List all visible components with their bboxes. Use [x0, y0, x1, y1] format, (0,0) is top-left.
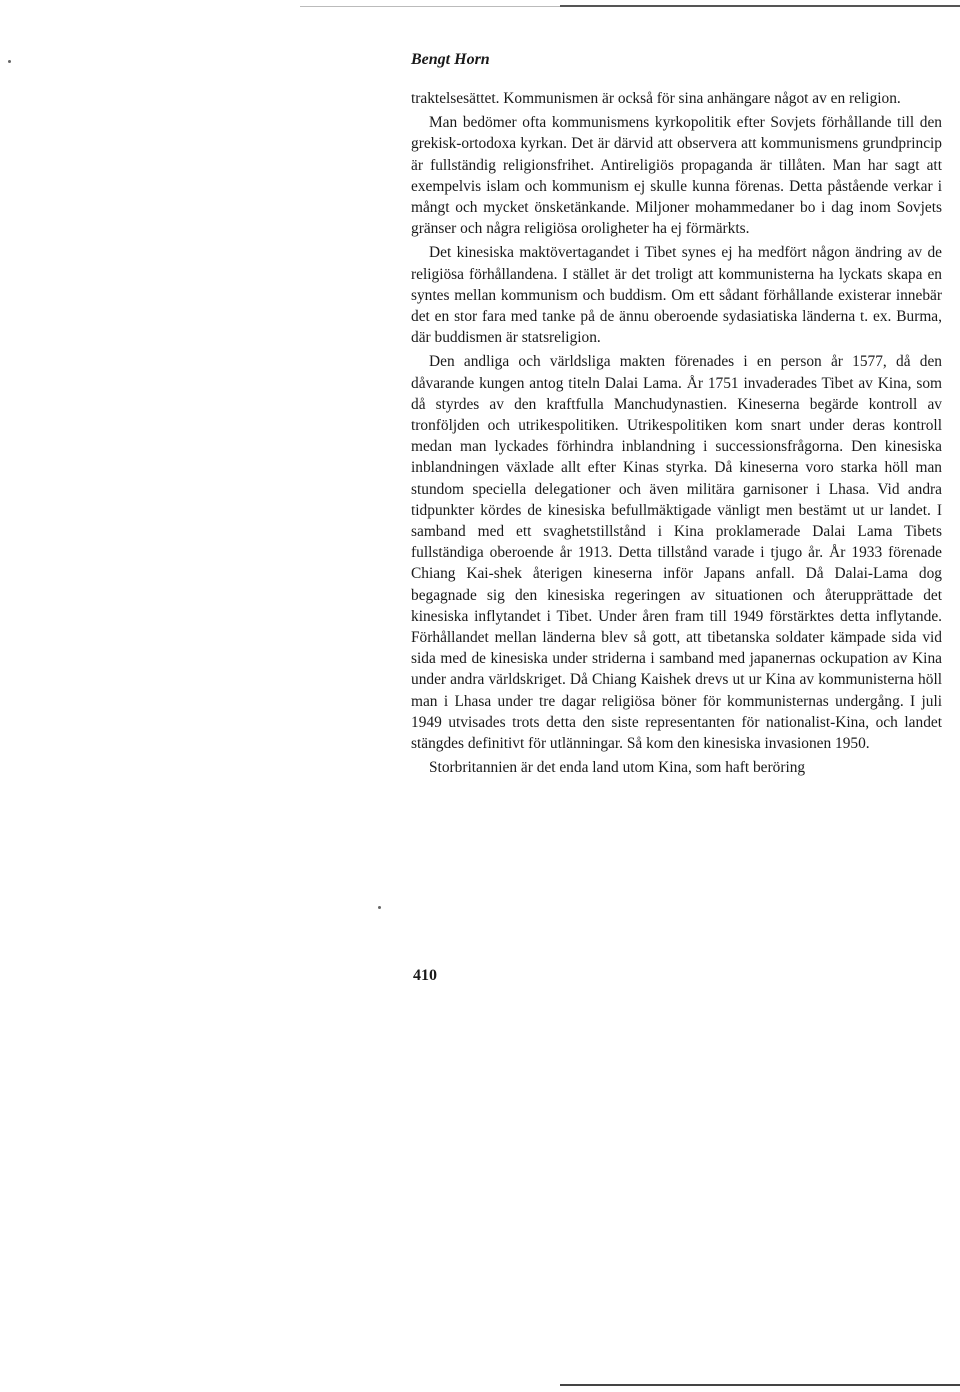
top-scan-edge-faint [300, 6, 560, 7]
top-scan-edge [560, 5, 960, 7]
paragraph: traktelsesättet. Kommunismen är också för sina anhängare något av en religion. [411, 90, 901, 107]
bottom-scan-edge [560, 1384, 960, 1386]
page-number: 410 [413, 967, 437, 984]
paragraph: Det kinesiska maktövertagandet i Tibet synes ej ha medfört någon ändring av de religiösa förhållandena. I stället är det troligt att kommunisterna ha lyckats skapa en syntes mellan kommunism och buddism. Om ett sådant förhållande existerar innebär det en stor fara med tanke på de ännu oberoende sydasiatiska länderna t. ex. Burma, där buddismen är statsreligion. [411, 244, 942, 347]
paragraph: Den andliga och världsliga makten förenades i en person år 1577, då den dåvarande kungen antog titeln Dalai Lama. År 1751 invaderades Tibet av Kina, som då styrdes av den kraftfulla Manchudynastien. Kineserna begärde kontroll av tronföljden och utrikespolitiken. Utrikespolitiken kom snart under deras kontroll medan man lyckades förhindra inblandning i successionsfrågorna. Den kinesiska inblandningen växlade allt efter Kinas styrka. Då kineserna voro starka höll man stundom speciella delegationer och även militära garnisoner i Lhasa. Vid andra tidpunkter kördes de kinesiska befullmäktigade vänligt men bestämt ut ur landet. I samband med ett svaghetstillstånd i Kina proklamerade Dalai Lama Tibets fullständiga oberoende år 1913. Detta tillstånd varade i tjugo år. År 1933 förenade Chiang Kai-shek återigen kineserna inför Japans anfall. Då Dalai-Lama dog begagnade sig den kinesiska regeringen av situationen och återupprättade det kinesiska inflytandet i Tibet. Under åren fram till 1949 förstärktes detta inflytande. Förhållandet mellan länderna blev så gott, att tibetanska soldater kämpade sida vid sida med de kinesiska under striderna i samband med japanernas ockupation av Kina under andra världskriget. Då Chiang Kaishek drevs ut ur Kina av kommunisterna höll man i Lhasa under tre dagar religiösa böner för kommunisternas undergång. I juli 1949 utvisades trots detta den siste representanten för nationalist-Kina, och landet stängdes definitivt för utlänningar. Så kom den kinesiska invasionen 1950. [411, 353, 942, 753]
paragraph: Man bedömer ofta kommunismens kyrkopolitik efter Sovjets förhållande till den grekisk-ortodoxa kyrkan. Det är därvid att observera att kommunismens grundprincip är fullständig religionsfrihet. Antireligiös propaganda är tillåten. Man har sagt att exempelvis islam och kommunism ej skulle kunna förenas. Detta påstående verkar i mångt och mycket önsketänkande. Miljoner mohammedaner bo i dag inom Sovjets gränser och några religiösa oroligheter ha ej förmärkts. [411, 114, 942, 238]
running-head-author: Bengt Horn [411, 51, 490, 68]
body-text [411, 88, 942, 779]
scan-speck [378, 906, 381, 909]
paragraph: Storbritannien är det enda land utom Kina, som haft beröring [429, 759, 806, 777]
page-content [411, 50, 942, 779]
scan-speck [8, 60, 11, 63]
